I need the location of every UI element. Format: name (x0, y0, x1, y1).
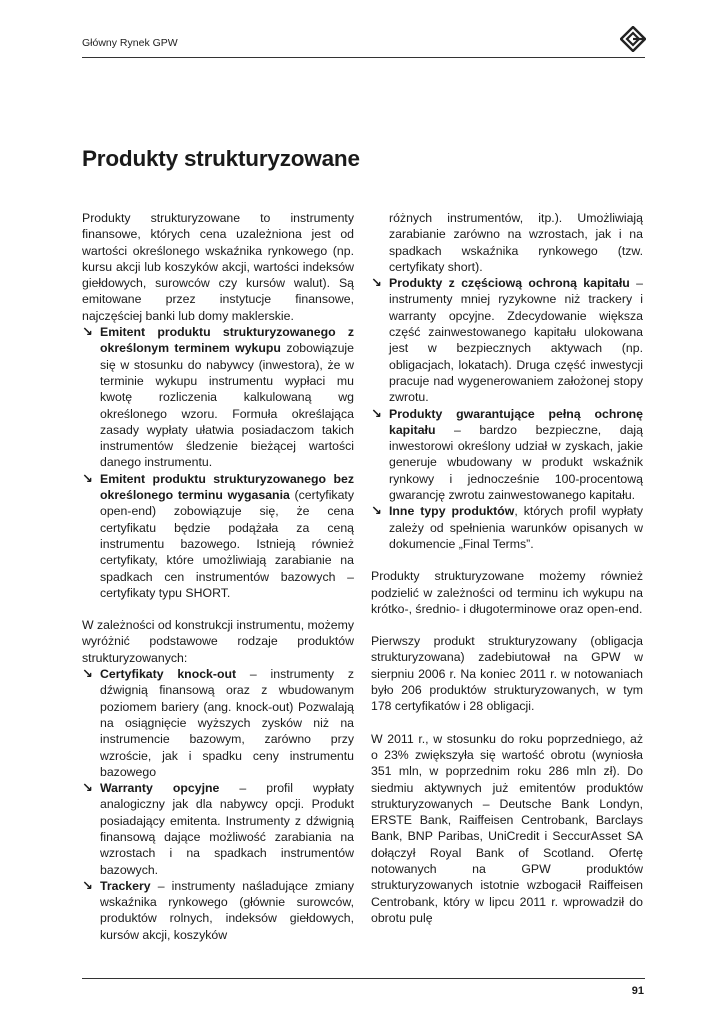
arrow-down-right-icon: ↘ (371, 275, 382, 291)
list-item-text: (certyfikaty open-end) zobowiązuje się, że cena certyfikatu będzie podążała za ceną instrumentu bazowego. Istnieją również certyfikaty, które umożliwiają zarabianie na spadkach cen instrumentów bazowych – certyfikaty typu SHORT. (100, 488, 354, 600)
list-item-title: Inne typy produktów (389, 504, 515, 519)
header-rule (82, 57, 645, 58)
list-item-text: – instrumenty mniej ryzykowne niż trackery i warranty opcyjne. Zdecydowanie większa część zainwestowanego kapitału ulokowana jest w bezpiecznych aktywach (np. obligacjach, lokatach). Druga część inwestycji pracuje nad wygenerowaniem założonej stopy zwrotu. (389, 276, 643, 405)
list-item (371, 275, 643, 405)
list-item-title: Produkty z częściową ochroną kapitału (389, 276, 630, 291)
types-list (82, 666, 354, 943)
list-item-title: Emitent produktu strukturyzowanego z określonym terminem wykupu (100, 325, 354, 356)
intro-paragraph: Produkty strukturyzowane to instrumenty finansowe, których cena uzależniona jest od wartości określonego wskaźnika rynkowego (np. kursu akcji lub koszyków akcji, wartości indeksów giełdowych, surowców czy kursów walut). Są emitowane przez instytucje finansowe, najczęściej banki lub domy maklerskie. (82, 211, 354, 323)
list-item (82, 471, 354, 601)
list-item (82, 780, 354, 878)
term-paragraph: Produkty strukturyzowane możemy również podzielić w zależności od terminu ich wykupu na krótko-, średnio- i długoterminowe oraz open-end. (371, 569, 643, 616)
types-intro-paragraph: W zależności od konstrukcji instrumentu, możemy wyróżnić podstawowe rodzaje produktów strukturyzowanych: (82, 618, 354, 665)
issuer-list (82, 324, 354, 601)
list-item-text: – instrumenty z dźwignią finansową oraz z wbudowanym poziomem bariery (ang. knock-out) Pozwalają na osiągnięcie wyższych zysków niż na instrumencie bazowym, zarówno przy wzroście, jak i spadku ceny instrumentu bazowego (100, 667, 355, 779)
arrow-down-right-icon: ↘ (82, 780, 93, 796)
list-item-text: – profil wypłaty analogiczny jak dla nabywcy opcji. Produkt posiadający emitenta. Instrumenty z dźwignią finansową dające możliwość zarabiania na wzrostach i na spadkach instrumentów bazowych. (100, 781, 354, 877)
list-item-title: Emitent produktu strukturyzowanego bez określonego terminu wygasania (100, 471, 354, 503)
list-continuation: różnych instrumentów, itp.). Umożliwiają zarabianie zarówno na wzrostach, jak i na spadkach wskaźnika rynkowego (tzw. certyfikaty short). (389, 211, 643, 274)
arrow-down-right-icon: ↘ (371, 503, 382, 519)
page-title: Produkty strukturyzowane (82, 146, 360, 171)
list-item-text: – bardzo bezpieczne, dają inwestorowi określony udział w zyskach, jakie generuje wbudowany w produkt wskaźnik rynkowy i jednocześnie 100-procentową gwarancję zwrotu zainwestowanego kapitału. (389, 422, 643, 503)
list-item (371, 503, 643, 552)
arrow-down-right-icon: ↘ (82, 877, 93, 893)
list-item-title: Trackery (100, 878, 151, 893)
arrow-down-right-icon: ↘ (82, 666, 93, 682)
running-header: Główny Rynek GPW (82, 37, 178, 49)
arrow-down-right-icon: ↘ (82, 324, 93, 340)
arrow-down-right-icon: ↘ (371, 405, 382, 421)
list-item-text: – instrumenty naśladujące zmiany wskaźnika rynkowego (głównie surowców, produktów rolnych, indeksów giełdowych, kursów akcji, koszyków (100, 878, 354, 942)
history-paragraph: Pierwszy produkt strukturyzowany (obligacja strukturyzowana) zadebiutował na GPW w sierpniu 2006 r. Na koniec 2011 r. w notowaniach było 206 produktów strukturyzowanych, w tym 178 certyfikatów i 28 obligacji. (371, 634, 643, 714)
list-item-text: zobowiązuje się w stosunku do nabywcy (inwestora), że w terminie wykupu instrumentu wypłaci mu kwotę rozliczenia kalkulowaną wg określonego wzoru. Formuła określająca zasady wypłaty ułatwia posiadaczom takich instrumentów śledzenie bieżącej wartości danego instrumentu. (100, 341, 354, 470)
list-item-title: Produkty gwarantujące pełną ochronę kapitału (389, 406, 643, 437)
footer-rule (82, 978, 645, 979)
list-item (82, 878, 354, 943)
types-list-continued (371, 275, 643, 552)
list-item (371, 406, 643, 504)
list-item (82, 666, 354, 780)
list-item-title: Warranty opcyjne (100, 781, 220, 796)
list-item-text: , których profil wypłaty zależy od spełnienia warunków opisanych w dokumencie „Final Terms”. (389, 504, 643, 551)
list-item (82, 324, 354, 471)
left-column (82, 210, 354, 943)
list-item-title: Certyfikaty knock-out (100, 667, 237, 682)
gpw-logo-icon (620, 26, 646, 52)
right-column (371, 210, 643, 942)
page-number: 91 (631, 985, 644, 997)
turnover-paragraph: W 2011 r., w stosunku do roku poprzedniego, aż o 23% zwiększyła się wartość obrotu (wyniosła 351 mln, w poprzednim roku 286 mln zł). Do siedmiu aktywnych już emitentów produktów strukturyzowanych – Deutsche Bank Londyn, ERSTE Bank, Raiffeisen Centrobank, Barclays Bank, BNP Paribas, UniCredit i SeccurAsset SA dołączył Royal Bank of Scotland. Ofertę notowanych na GPW produktów strukturyzowanych istotnie wzbogacił Raiffeisen Centrobank, który w lipcu 2011 r. wprowadził do obrotu pulę (371, 731, 643, 925)
arrow-down-right-icon: ↘ (82, 470, 93, 486)
